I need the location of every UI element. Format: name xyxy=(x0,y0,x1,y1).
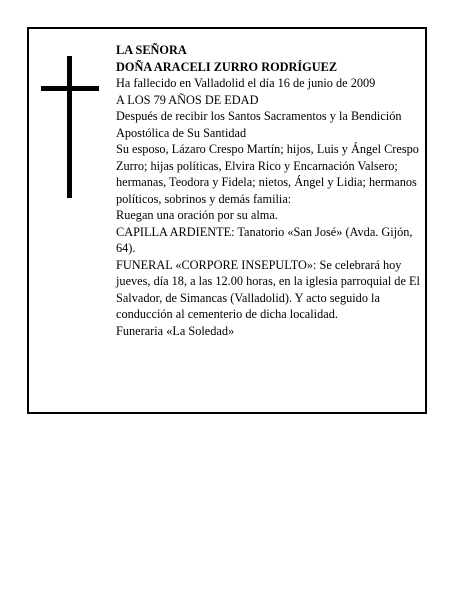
cross-vertical-bar xyxy=(67,56,72,198)
notice-title-line-1: LA SEÑORA xyxy=(116,43,187,57)
family-members: Su esposo, Lázaro Crespo Martín; hijos, Luis y Ángel Crespo Zurro; hijas políticas, Elvira Rico y Encarnación Valsero; hermanas, Teodora y Fidela; nietos, Ángel y Lidia; hermanos políticos, sobrinos y demás familia: xyxy=(116,142,419,206)
chapel-info: CAPILLA ARDIENTE: Tanatorio «San José» (Avda. Gijón, 64). xyxy=(116,224,413,255)
deceased-name: DOÑA ARACELI ZURRO RODRÍGUEZ xyxy=(116,59,338,74)
obituary-notice xyxy=(27,27,427,414)
sacraments-line: Después de recibir los Santos Sacramentos y la Bendición Apostólica de Su Santidad xyxy=(116,109,402,140)
funeral-info: FUNERAL «CORPORE INSEPULTO»: Se celebrará hoy jueves, día 18, a las 12.00 horas, en la iglesia parroquial de El Salvador, de Simancas (Valladolid). Y acto seguido la conducción al cementerio de dicha localidad. xyxy=(116,257,420,321)
notice-text-block xyxy=(116,42,428,339)
prayer-request: Ruegan una oración por su alma. xyxy=(116,208,278,222)
death-info: Ha fallecido en Valladolid el día 16 de junio de 2009 xyxy=(116,76,376,90)
cross-icon xyxy=(41,56,99,198)
funeral-home: Funeraria «La Soledad» xyxy=(116,323,235,338)
cross-horizontal-bar xyxy=(41,86,99,91)
age-line: A LOS 79 AÑOS DE EDAD xyxy=(116,92,259,107)
